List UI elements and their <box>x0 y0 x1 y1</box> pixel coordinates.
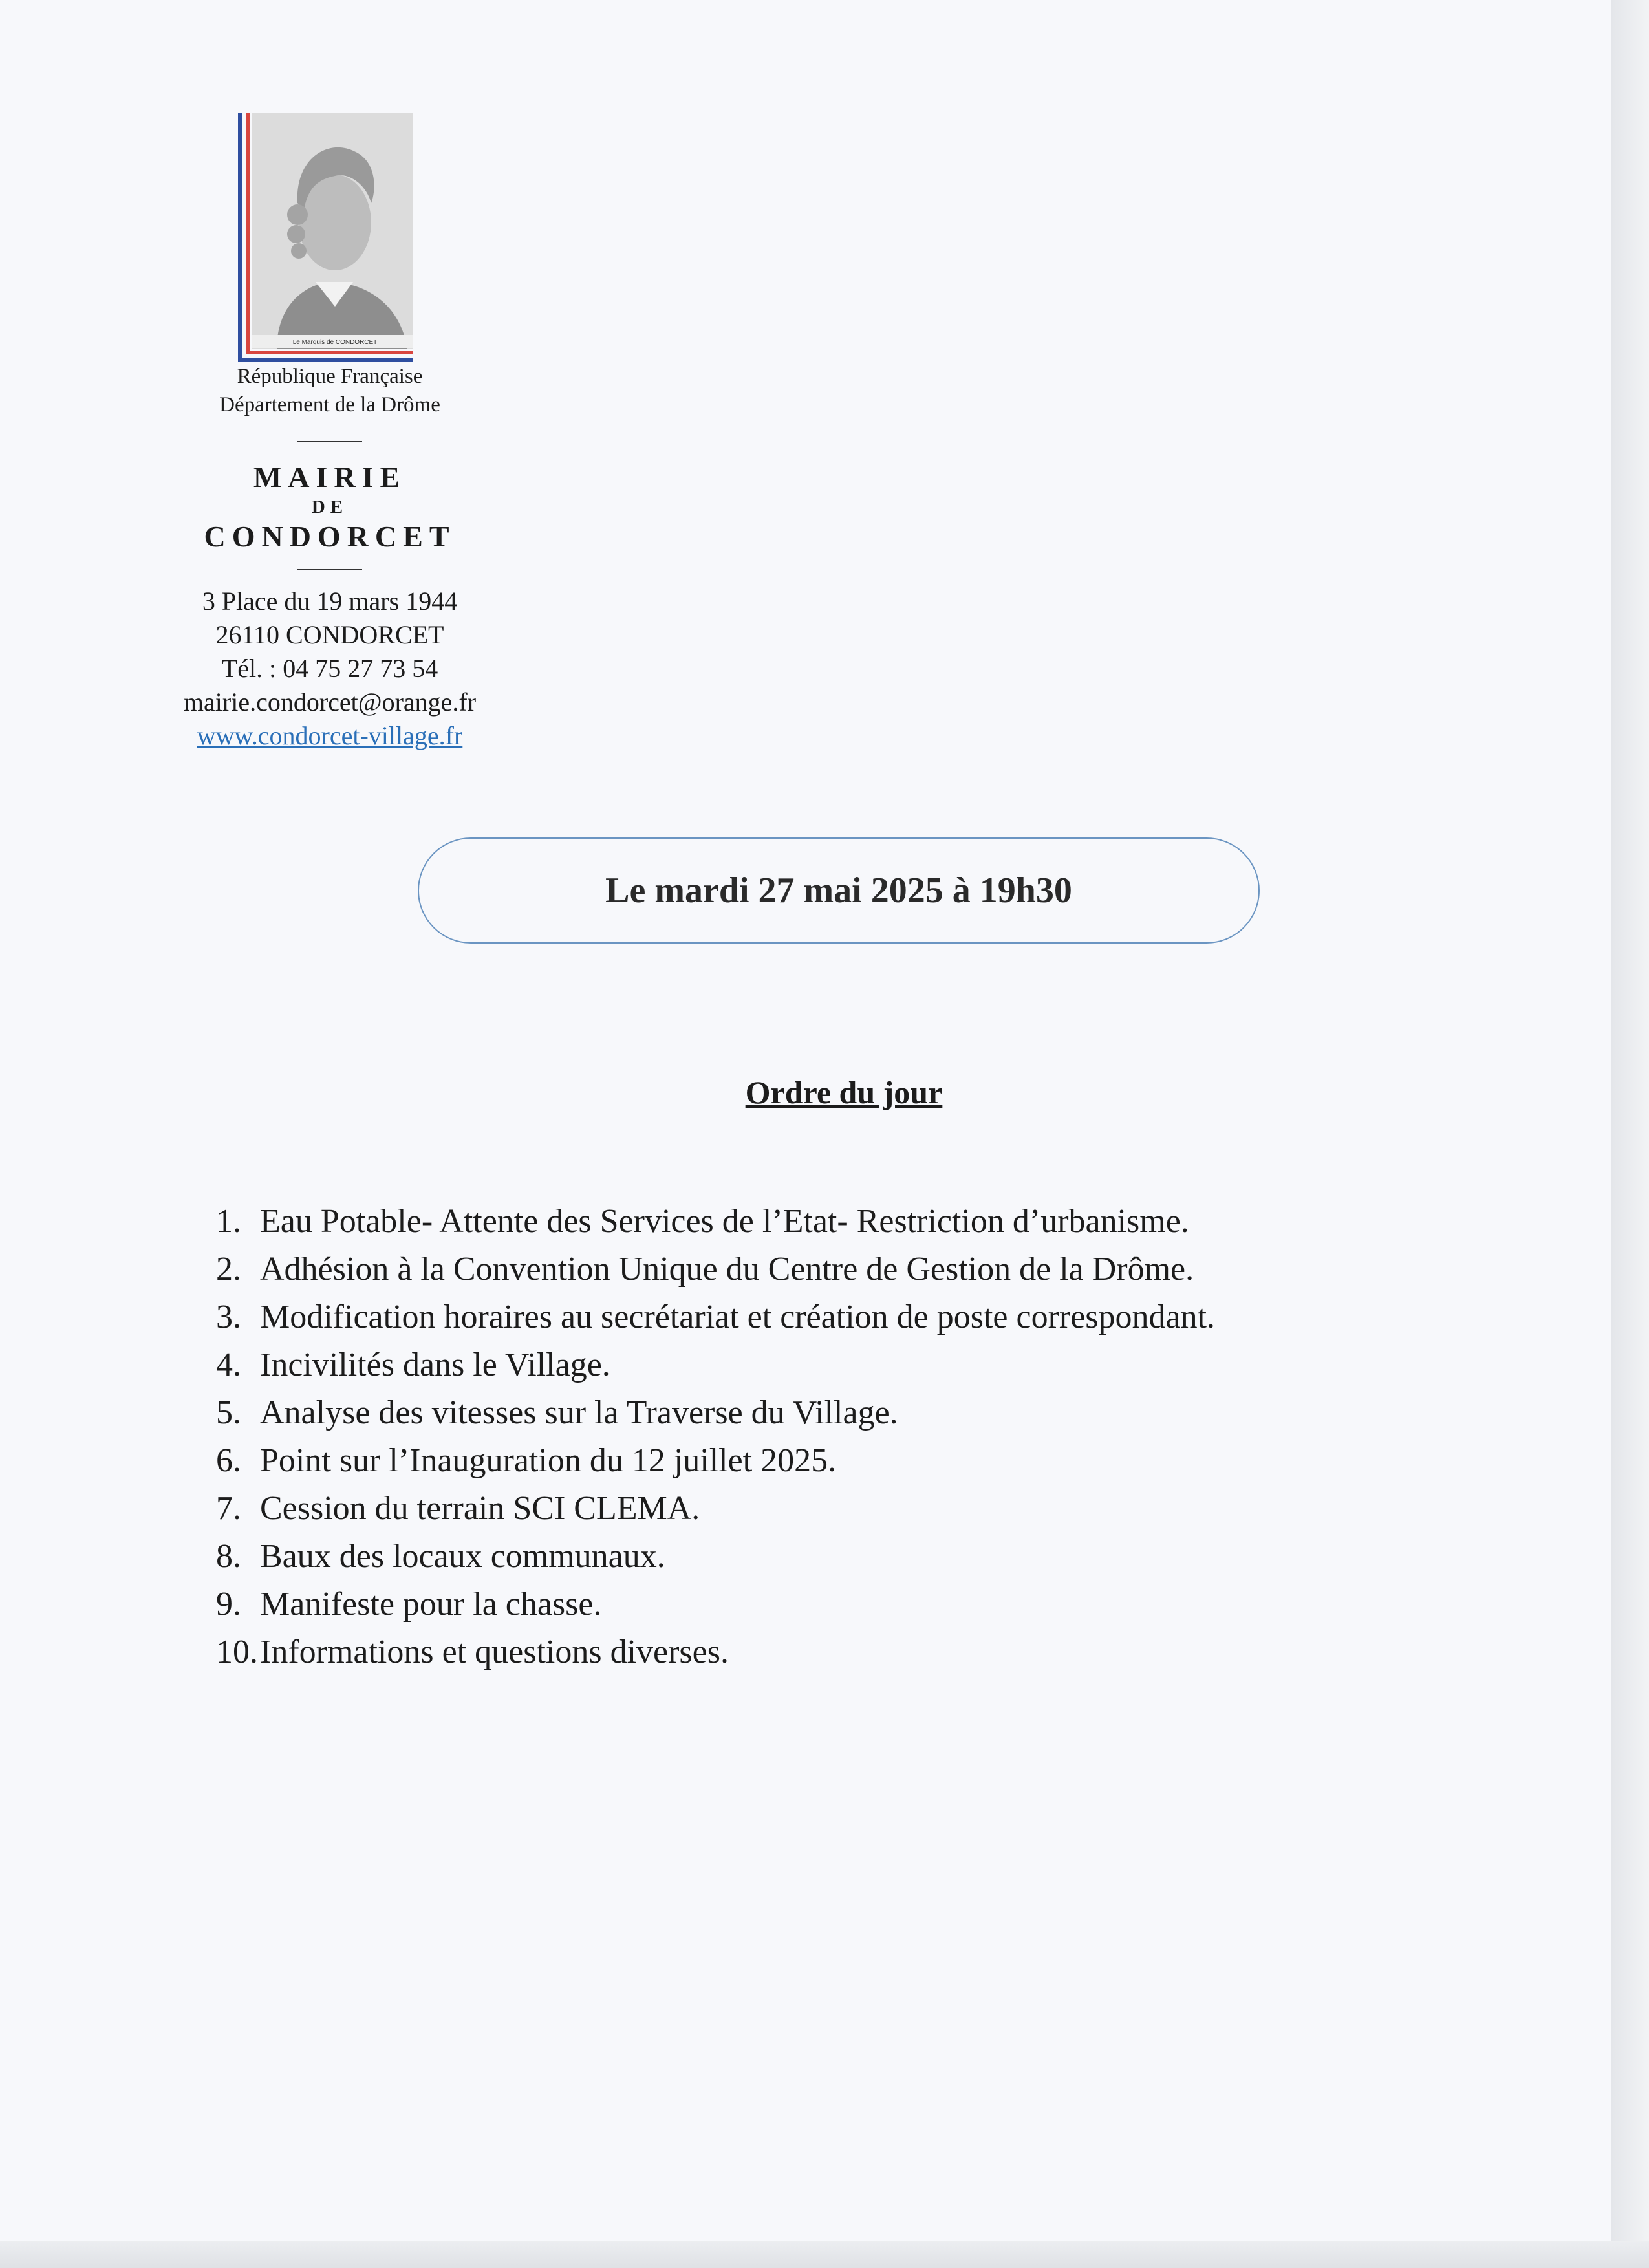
meeting-date-box <box>418 837 1260 944</box>
republic-label: République Française <box>237 365 423 388</box>
website-link[interactable]: www.condorcet-village.fr <box>197 721 463 750</box>
commune-name: CONDORCET <box>204 520 456 553</box>
agenda-item: 1. Eau Potable- Attente des Services de l’Etat- Restriction d’urbanisme. <box>216 1203 1189 1240</box>
meeting-date: Le mardi 27 mai 2025 à 19h30 <box>605 870 1072 911</box>
email-address: mairie.condorcet@orange.fr <box>183 687 477 717</box>
divider <box>297 569 362 570</box>
agenda-item: 3. Modification horaires au secrétariat et création de poste correspondant. <box>216 1299 1216 1335</box>
agenda-item: 4. Incivilités dans le Village. <box>216 1346 610 1383</box>
agenda-item: 5. Analyse des vitesses sur la Traverse du Village. <box>216 1394 898 1431</box>
address-street: 3 Place du 19 mars 1944 <box>202 587 458 616</box>
agenda-item: 10.Informations et questions diverses. <box>216 1634 729 1670</box>
condorcet-portrait-logo <box>238 113 420 362</box>
flag-red-bottom <box>246 351 413 354</box>
mairie-title: MAIRIE <box>253 460 407 493</box>
agenda-list <box>216 1198 1380 1676</box>
flag-blue-stripe <box>238 113 242 362</box>
divider <box>297 441 362 442</box>
phone-number: Tél. : 04 75 27 73 54 <box>221 654 438 683</box>
agenda-item: 8. Baux des locaux communaux. <box>216 1538 665 1575</box>
agenda-item: 7. Cession du terrain SCI CLEMA. <box>216 1490 700 1527</box>
flag-red-stripe <box>246 113 250 354</box>
portrait-caption: Le Marquis de CONDORCET <box>292 339 378 346</box>
department-label: Département de la Drôme <box>219 393 440 416</box>
agenda-item: 2. Adhésion à la Convention Unique du Centre de Gestion de la Drôme. <box>216 1251 1194 1288</box>
scan-edge <box>1611 0 1649 2268</box>
letterhead <box>129 362 530 753</box>
scan-edge-bottom <box>0 2241 1649 2268</box>
agenda-item: 6. Point sur l’Inauguration du 12 juillet 2025. <box>216 1442 837 1479</box>
agenda-item: 9. Manifeste pour la chasse. <box>216 1586 602 1623</box>
mairie-de: DE <box>311 497 349 517</box>
agenda-title: Ordre du jour <box>745 1074 943 1110</box>
address-city: 26110 CONDORCET <box>215 620 444 649</box>
